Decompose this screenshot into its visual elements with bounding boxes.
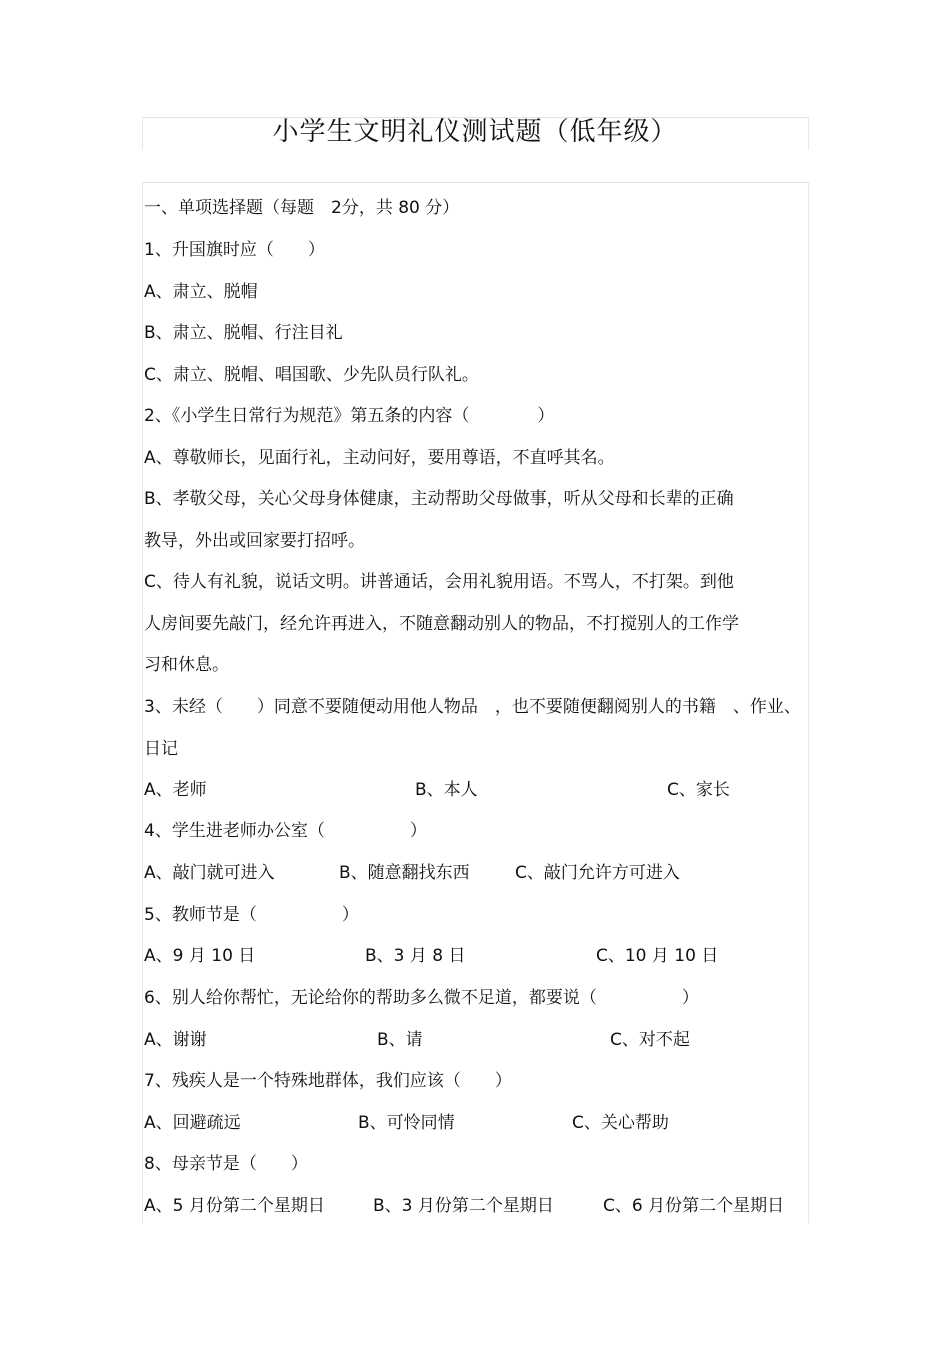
question-3-option-c: C、家长 [667,780,730,800]
question-3-stem-cont: 日记 [144,739,178,759]
question-2-option-a: A、尊敬师长，见面行礼，主动问好，要用尊语，不直呼其名。 [144,448,615,468]
question-7-option-b: B、可怜同情 [358,1113,455,1133]
section-heading: 一、单项选择题（每题 2分，共 80 分） [144,198,460,218]
question-2-option-c-cont2: 习和休息。 [144,655,229,675]
page-title: 小学生文明礼仪测试题（低年级） [272,117,678,147]
question-7-option-a: A、回避疏远 [144,1113,241,1133]
question-8-option-a: A、5 月份第二个星期日 [144,1196,325,1216]
question-2-option-c-cont: 人房间要先敲门，经允许再进入，不随意翻动别人的物品，不打搅别人的工作学 [144,614,739,634]
question-6-option-b: B、请 [377,1030,423,1050]
question-6-stem: 6、别人给你帮忙，无论给你的帮助多么微不足道，都要说（ ） [144,988,699,1008]
question-2-option-c: C、待人有礼貌，说话文明。讲普通话，会用礼貌用语。不骂人，不打架。到他 [144,572,734,592]
question-2-option-b: B、孝敬父母，关心父母身体健康，主动帮助父母做事，听从父母和长辈的正确 [144,489,734,509]
question-5-option-a: A、9 月 10 日 [144,946,256,966]
question-2-stem: 2、《小学生日常行为规范》第五条的内容（ ） [144,406,555,426]
question-7-stem: 7、残疾人是一个特殊地群体，我们应该（ ） [144,1071,512,1091]
question-6-option-a: A、谢谢 [144,1030,207,1050]
question-4-option-c: C、敲门允许方可进入 [515,863,680,883]
question-8-option-b: B、3 月份第二个星期日 [373,1196,554,1216]
question-3-option-a: A、老师 [144,780,207,800]
question-3-option-b: B、本人 [415,780,478,800]
question-5-stem: 5、教师节是（ ） [144,905,359,925]
question-2-option-b-cont: 教导，外出或回家要打招呼。 [144,531,365,551]
question-1-option-b: B、肃立、脱帽、行注目礼 [144,323,343,343]
question-8-option-c: C、6 月份第二个星期日 [603,1196,785,1216]
question-4-option-b: B、随意翻找东西 [339,863,470,883]
question-3-stem: 3、未经（ ）同意不要随便动用他人物品 ，也不要随便翻阅别人的书籍 、作业、 [144,697,801,717]
question-4-stem: 4、学生进老师办公室（ ） [144,821,427,841]
question-7-option-c: C、关心帮助 [572,1113,669,1133]
question-1-option-a: A、肃立、脱帽 [144,282,258,302]
question-5-option-b: B、3 月 8 日 [365,946,466,966]
question-4-option-a: A、敲门就可进入 [144,863,275,883]
question-1-option-c: C、肃立、脱帽、唱国歌、少先队员行队礼。 [144,365,479,385]
question-5-option-c: C、10 月 10 日 [596,946,719,966]
question-6-option-c: C、对不起 [610,1030,690,1050]
question-8-stem: 8、母亲节是（ ） [144,1154,308,1174]
question-1-stem: 1、升国旗时应（ ） [144,240,325,260]
